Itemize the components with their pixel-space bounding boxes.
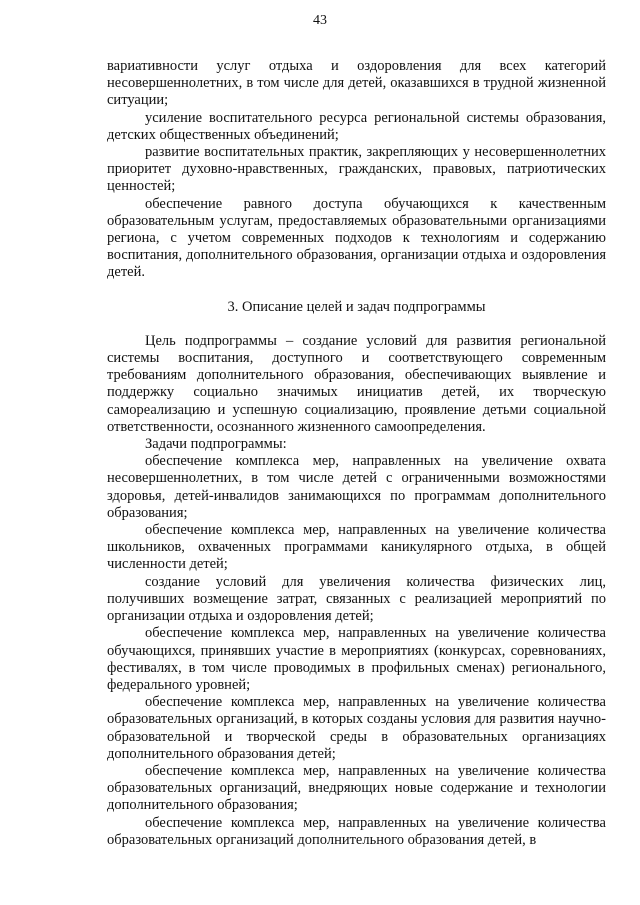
paragraph: обеспечение комплекса мер, направленных на увеличение количества образовательных организаций дополнительного образования детей, в — [107, 814, 606, 848]
paragraph: вариативности услуг отдыха и оздоровления для всех категорий несовершеннолетних, в том числе для детей, оказавшихся в трудной жизненной ситуации; — [107, 58, 606, 109]
paragraph: усиление воспитательного ресурса региональной системы образования, детских общественных объединений; — [107, 109, 606, 143]
paragraph: обеспечение комплекса мер, направленных на увеличение количества обучающихся, принявших участие в мероприятиях (конкурсах, соревнованиях, фестивалях, в том числе проводимых в профильных сменах) регионального, федерального уровней; — [107, 625, 606, 693]
page-number: 43 — [313, 13, 327, 28]
paragraph: обеспечение комплекса мер, направленных на увеличение количества образовательных организаций, в которых созданы условия для развития научно-образовательной и творческой среды в образовательных организациях дополнительного образования детей; — [107, 694, 606, 762]
document-body — [107, 58, 606, 849]
paragraph: обеспечение комплекса мер, направленных на увеличение количества образовательных организаций, внедряющих новые содержание и технологии дополнительного образования; — [107, 762, 606, 814]
paragraph: обеспечение комплекса мер, направленных на увеличение количества школьников, охваченных программами каникулярного отдыха, в общей численности детей; — [107, 522, 606, 573]
paragraph: развитие воспитательных практик, закрепляющих у несовершеннолетних приоритет духовно-нравственных, гражданских, правовых, патриотических ценностей; — [107, 144, 606, 195]
paragraph: обеспечение равного доступа обучающихся к качественным образовательным услугам, предоставляемых образовательными организациями региона, с учетом современных подходов к технологиям и содержанию воспитания, дополнительного образования, организации отдыха и оздоровления детей. — [107, 195, 606, 281]
paragraph: Цель подпрограммы – создание условий для развития региональной системы воспитания, доступного и соответствующего современным требованиям дополнительного образования, обеспечивающих выявление и поддержку социально значимых инициатив детей, их творческую самореализацию и успешную социализацию, проявление детьми социальной ответственности, осознанного жизненного самоопределения. — [107, 332, 606, 435]
spacer — [107, 282, 606, 299]
paragraph: Задачи подпрограммы: — [145, 436, 287, 453]
spacer — [107, 316, 606, 333]
section-heading: 3. Описание целей и задач подпрограммы — [227, 298, 486, 315]
paragraph: обеспечение комплекса мер, направленных на увеличение охвата несовершеннолетних, в том числе детей с ограниченными возможностями здоровья, детей-инвалидов занимающихся по программам дополнительного образования; — [107, 453, 606, 521]
paragraph: создание условий для увеличения количества физических лиц, получивших возмещение затрат, связанных с реализацией мероприятий по организации отдыха и оздоровления детей; — [107, 573, 606, 625]
